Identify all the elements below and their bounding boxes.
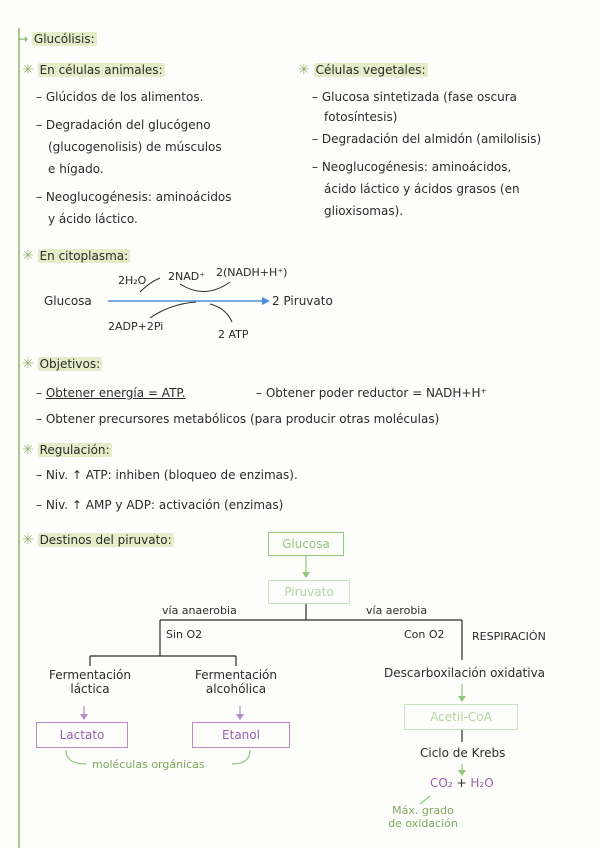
vegetal-item: glioxisomas). — [324, 204, 404, 218]
animal-item: (glucogenolisis) de músculos — [48, 140, 222, 154]
moleculas-label: moléculas orgánicas — [92, 758, 205, 771]
lactato-curve — [66, 750, 86, 764]
objetivo-item: – Obtener precursores metabólicos (para producir otras moléculas) — [36, 412, 440, 426]
star-icon: ✳ — [22, 248, 34, 264]
vegetal-item: ácido láctico y ácidos grasos (en — [324, 182, 520, 196]
arrow-head — [458, 696, 466, 702]
atp-label: 2 ATP — [218, 328, 249, 341]
regulacion-item: – Niv. ↑ ATP: inhiben (bloqueo de enzimas). — [36, 468, 298, 482]
animal-item: e hígado. — [48, 162, 104, 176]
h2o-product-label: H₂O — [470, 776, 494, 790]
ferm-lactica-label: Fermentación láctica — [49, 668, 131, 696]
star-icon: ✳ — [298, 62, 310, 78]
animal-item: – Glúcidos de los alimentos. — [36, 90, 204, 104]
descarbox-label: Descarboxilación oxidativa — [384, 666, 546, 680]
max-oxidacion-label: Máx. grado de oxidación — [388, 804, 458, 830]
citoplasma-heading: En citoplasma: — [39, 249, 129, 263]
plus-sign: + — [456, 776, 467, 790]
arrow-head — [80, 714, 88, 720]
regulacion-item: – Niv. ↑ AMP y ADP: activación (enzimas) — [36, 498, 284, 512]
arrow-icon: → — [18, 32, 29, 46]
arrow-head — [302, 572, 310, 578]
respiracion-label: RESPIRACIÓN — [472, 630, 546, 643]
animal-item: – Degradación del glucógeno — [36, 118, 211, 132]
to-max-oxidacion — [420, 796, 430, 804]
star-icon: ✳ — [22, 532, 34, 548]
destinos-heading: Destinos del piruvato: — [39, 533, 172, 547]
glucosa-box: Glucosa — [268, 532, 344, 556]
krebs-label: Ciclo de Krebs — [420, 746, 506, 760]
piruvato-label: 2 Piruvato — [272, 294, 333, 308]
vegetal-item: – Glucosa sintetizada (fase oscura — [312, 90, 517, 104]
nadh-label: 2(NADH+H⁺) — [216, 266, 288, 279]
vegetal-item: – Neoglucogénesis: aminoácidos, — [312, 160, 512, 174]
h2o-label: 2H₂O — [118, 274, 147, 287]
animal-item: y ácido láctico. — [48, 212, 138, 226]
ferm-alcoholica-label: Fermentación alcohólica — [195, 668, 277, 696]
co2-label: CO₂ — [430, 776, 453, 790]
regulacion-heading: Regulación: — [39, 443, 110, 457]
nad-label: 2NAD⁺ — [168, 270, 206, 283]
arrow-head — [236, 714, 244, 720]
objetivo-item: – Obtener energía = ATP. — [36, 386, 186, 400]
vegetal-item: – Degradación del almidón (amilolisis) — [312, 132, 542, 146]
vegetal-heading: Células vegetales: — [315, 63, 426, 77]
objetivo-item: – Obtener poder reductor = NADH+H⁺ — [256, 386, 487, 400]
vegetal-item: fotosíntesis) — [324, 110, 398, 124]
con-o2-label: Con O2 — [404, 628, 445, 641]
arrow-head — [458, 770, 466, 776]
star-icon: ✳ — [22, 356, 34, 372]
star-icon: ✳ — [22, 62, 34, 78]
star-icon: ✳ — [22, 442, 34, 458]
etanol-curve — [232, 750, 250, 764]
animal-heading: En células animales: — [39, 63, 163, 77]
etanol-box: Etanol — [192, 722, 290, 748]
via-aerobia-label: vía aerobia — [366, 604, 428, 617]
sin-o2-label: Sin O2 — [166, 628, 203, 641]
objetivos-heading: Objetivos: — [39, 357, 101, 371]
lactato-box: Lactato — [36, 722, 128, 748]
page-title: Glucólisis: — [33, 32, 95, 46]
piruvato-box: Piruvato — [268, 580, 350, 604]
glucosa-label: Glucosa — [44, 294, 92, 308]
acetil-box: Acetil-CoA — [404, 704, 518, 730]
animal-item: – Neoglucogénesis: aminoácidos — [36, 190, 232, 204]
adp-label: 2ADP+2Pi — [108, 320, 164, 333]
via-anaerobia-label: vía anaerobia — [162, 604, 237, 617]
